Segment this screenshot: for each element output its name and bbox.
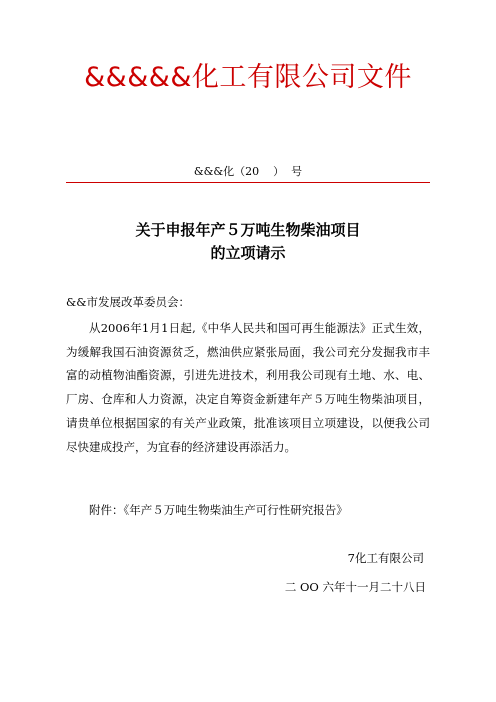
body-paragraph: 从2006年1月1日起,《中华人民共和国可再生能源法》正式生效，为缓解我国石油资源贫乏，燃油供应紧张局面，我公司充分发掘我市丰富的动植物油酯资源，引进先进技术，利用我公司现有土地、水、电、厂房、仓库和人力资源，决定自筹资金新建年产５万吨生物柴油项目，请贵单位根据国家的有关产业政策，批准该项目立项建设，以便我公司尽快建成投产，为宜春的经济建设再添活力。 [66,321,430,454]
document-title-line-1: 关于申报年产５万吨生物柴油项目 [135,221,361,239]
attachment-note: 附件：《年产５万吨生物柴油生产可行性研究报告》 [89,503,348,517]
document-title-line-2: 的立项请示 [210,244,286,262]
header-divider [66,182,430,183]
company-title: &&&&&化工有限公司文件 [84,62,412,93]
signature-company: 7化工有限公司 [347,551,424,565]
addressee: &&市发展改革委员会： [66,295,190,309]
signature-date: 二 OO 六年十一月二十八日 [284,580,426,594]
document-number: &&&化（20 ） 号 [193,165,303,178]
